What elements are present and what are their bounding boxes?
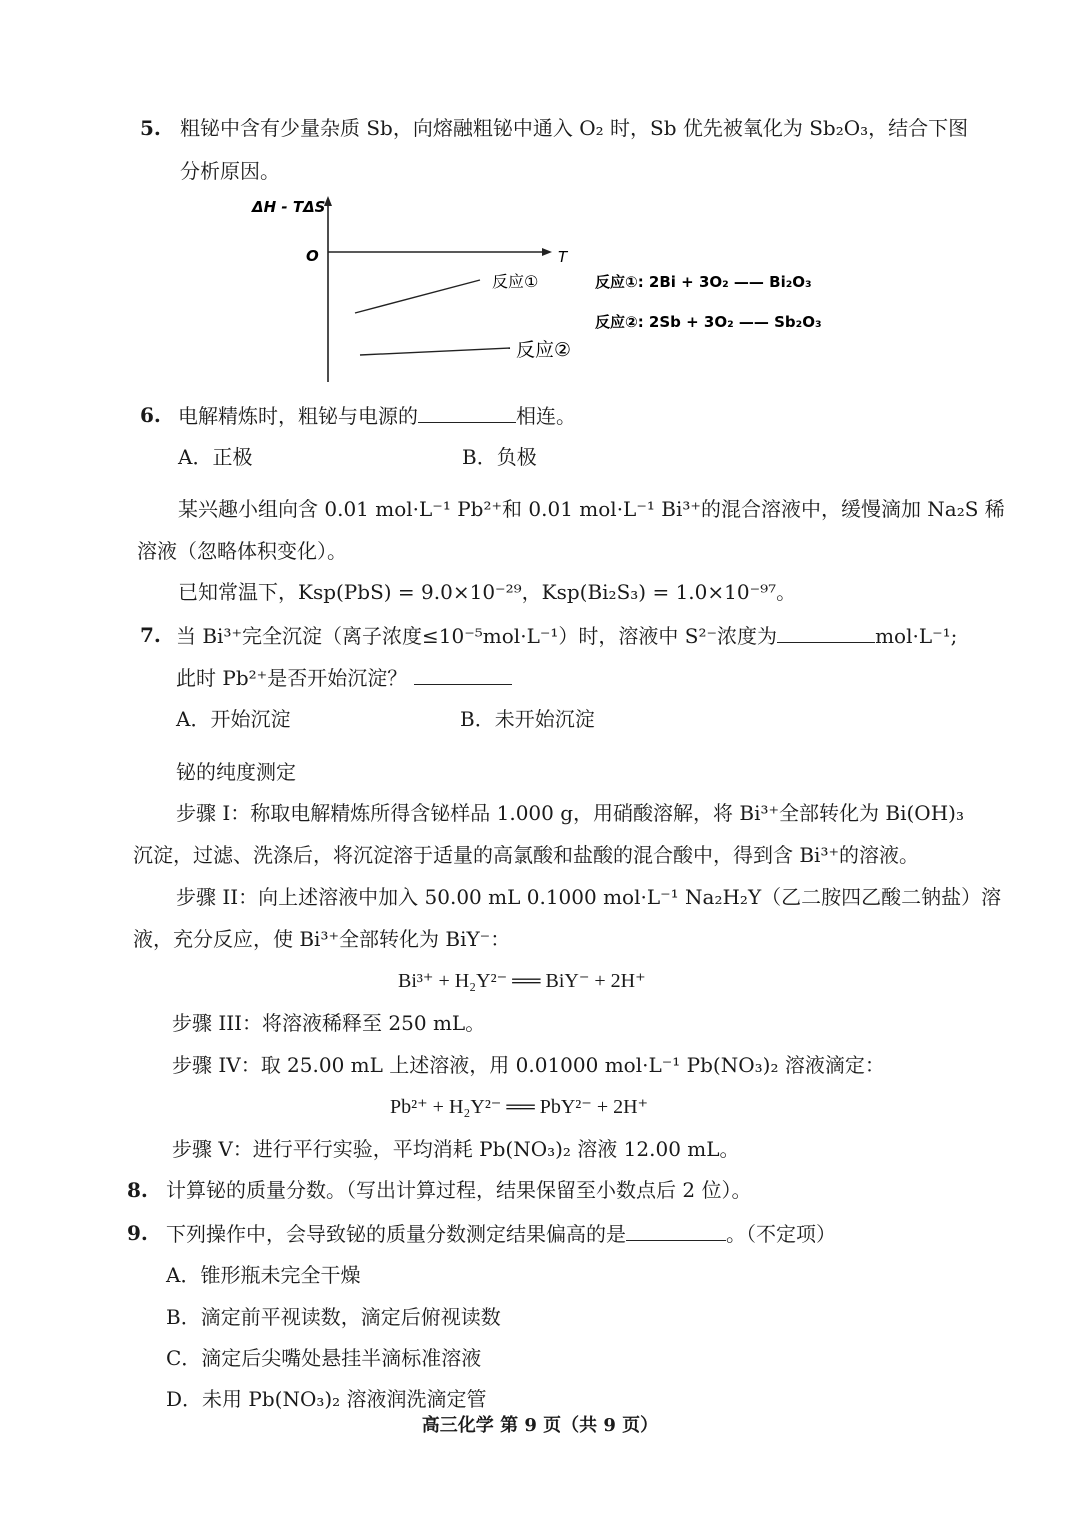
q5-text-line2: 分析原因。: [180, 159, 280, 183]
gibbs-energy-figure: [240, 190, 860, 390]
q7-option-a[interactable]: A．开始沉淀: [176, 707, 291, 731]
step2-line1: 步骤 II：向上述溶液中加入 50.00 mL 0.1000 mol·L⁻¹ Na₂H₂Y（乙二胺四乙酸二钠盐）溶: [176, 885, 1002, 909]
q7-text-line2-wrap: [176, 662, 512, 693]
q7-text-line2: 此时 Pb²⁺是否开始沉淀？: [176, 666, 408, 690]
reaction2-line-label: 反应②: [516, 339, 572, 361]
q6-number: 6.: [140, 403, 161, 427]
step1-line2: 沉淀，过滤、洗涤后，将沉淀溶于适量的高氯酸和盐酸的混合酸中，得到含 Bi³⁺的溶液。: [133, 843, 920, 867]
step5: 步骤 V：进行平行实验，平均消耗 Pb(NO₃)₂ 溶液 12.00 mL。: [172, 1137, 740, 1161]
q7-answer-blank-2[interactable]: [414, 662, 512, 685]
q9-answer-blank[interactable]: [626, 1218, 726, 1241]
reaction2-line: [360, 348, 510, 355]
context-line3: 已知常温下，Ksp(PbS) = 9.0×10⁻²⁹，Ksp(Bi₂S₃) = 1.0×10⁻⁹⁷。: [178, 580, 797, 604]
step4: 步骤 IV：取 25.00 mL 上述溶液，用 0.01000 mol·L⁻¹ Pb(NO₃)₂ 溶液滴定：: [172, 1053, 885, 1077]
reaction2-equation: 反应②: 2Sb + 3O₂ —— Sb₂O₃: [595, 313, 822, 331]
context-line1: 某兴趣小组向含 0.01 mol·L⁻¹ Pb²⁺和 0.01 mol·L⁻¹ Bi³⁺的混合溶液中，缓慢滴加 Na₂S 稀: [178, 497, 1005, 521]
reaction1-line: [355, 280, 480, 313]
reaction1-line-label: 反应①: [492, 272, 539, 291]
q6-text: [178, 400, 576, 431]
step1-line1: 步骤 I：称取电解精炼所得含铋样品 1.000 g，用硝酸溶解，将 Bi³⁺全部转化为 Bi(OH)₃: [176, 801, 964, 825]
q9-text-after: 。（不定项）: [726, 1222, 836, 1246]
q6-option-b[interactable]: B．负极: [462, 445, 537, 469]
q6-answer-blank[interactable]: [418, 400, 516, 423]
q9-text-before: 下列操作中，会导致铋的质量分数测定结果偏高的是: [166, 1222, 626, 1246]
q6-text-before: 电解精炼时，粗铋与电源的: [178, 404, 418, 428]
reaction1-equation: 反应①: 2Bi + 3O₂ —— Bi₂O₃: [595, 273, 812, 291]
q8-text: 计算铋的质量分数。（写出计算过程，结果保留至小数点后 2 位）。: [166, 1178, 752, 1202]
q5-number: 5.: [140, 116, 161, 140]
q9-option-c[interactable]: C．滴定后尖嘴处悬挂半滴标准溶液: [166, 1346, 482, 1370]
page-footer: 高三化学 第 9 页（共 9 页）: [421, 1415, 659, 1436]
y-axis-label: ΔH - TΔS: [252, 198, 326, 216]
x-axis-label: T: [558, 248, 568, 266]
x-axis-arrow: [542, 248, 552, 256]
q7-text-before: 当 Bi³⁺完全沉淀（离子浓度≤10⁻⁵mol·L⁻¹）时，溶液中 S²⁻浓度为: [176, 624, 778, 648]
q7-text: [176, 620, 957, 651]
q6-option-a[interactable]: A．正极: [178, 445, 253, 469]
q9-text: [166, 1218, 836, 1249]
q9-number: 9.: [127, 1221, 148, 1245]
q5-text-line1: 粗铋中含有少量杂质 Sb，向熔融粗铋中通入 O₂ 时，Sb 优先被氧化为 Sb₂O₃，结合下图: [180, 116, 969, 140]
step3: 步骤 III：将溶液稀释至 250 mL。: [172, 1011, 486, 1035]
context-line2: 溶液（忽略体积变化）。: [137, 539, 347, 563]
q7-text-unit: mol·L⁻¹;: [875, 624, 958, 648]
equation-1: Bi³⁺ + H₂Y²⁻ ══ BiY⁻ + 2H⁺: [398, 970, 646, 992]
q9-option-b[interactable]: B．滴定前平视读数，滴定后俯视读数: [166, 1305, 501, 1329]
q8-number: 8.: [127, 1178, 148, 1202]
q7-option-b[interactable]: B．未开始沉淀: [460, 707, 595, 731]
equation-2: Pb²⁺ + H₂Y²⁻ ══ PbY²⁻ + 2H⁺: [390, 1096, 649, 1118]
step2-line2: 液，充分反应，使 Bi³⁺全部转化为 BiY⁻：: [133, 927, 511, 951]
origin-label: O: [306, 247, 319, 265]
q6-text-after: 相连。: [516, 404, 576, 428]
q7-answer-blank-1[interactable]: [777, 620, 875, 643]
q9-option-d[interactable]: D．未用 Pb(NO₃)₂ 溶液润洗滴定管: [166, 1387, 487, 1411]
q9-option-a[interactable]: A．锥形瓶未完全干燥: [166, 1263, 361, 1287]
purity-heading: 铋的纯度测定: [176, 760, 296, 784]
q7-number: 7.: [140, 623, 161, 647]
